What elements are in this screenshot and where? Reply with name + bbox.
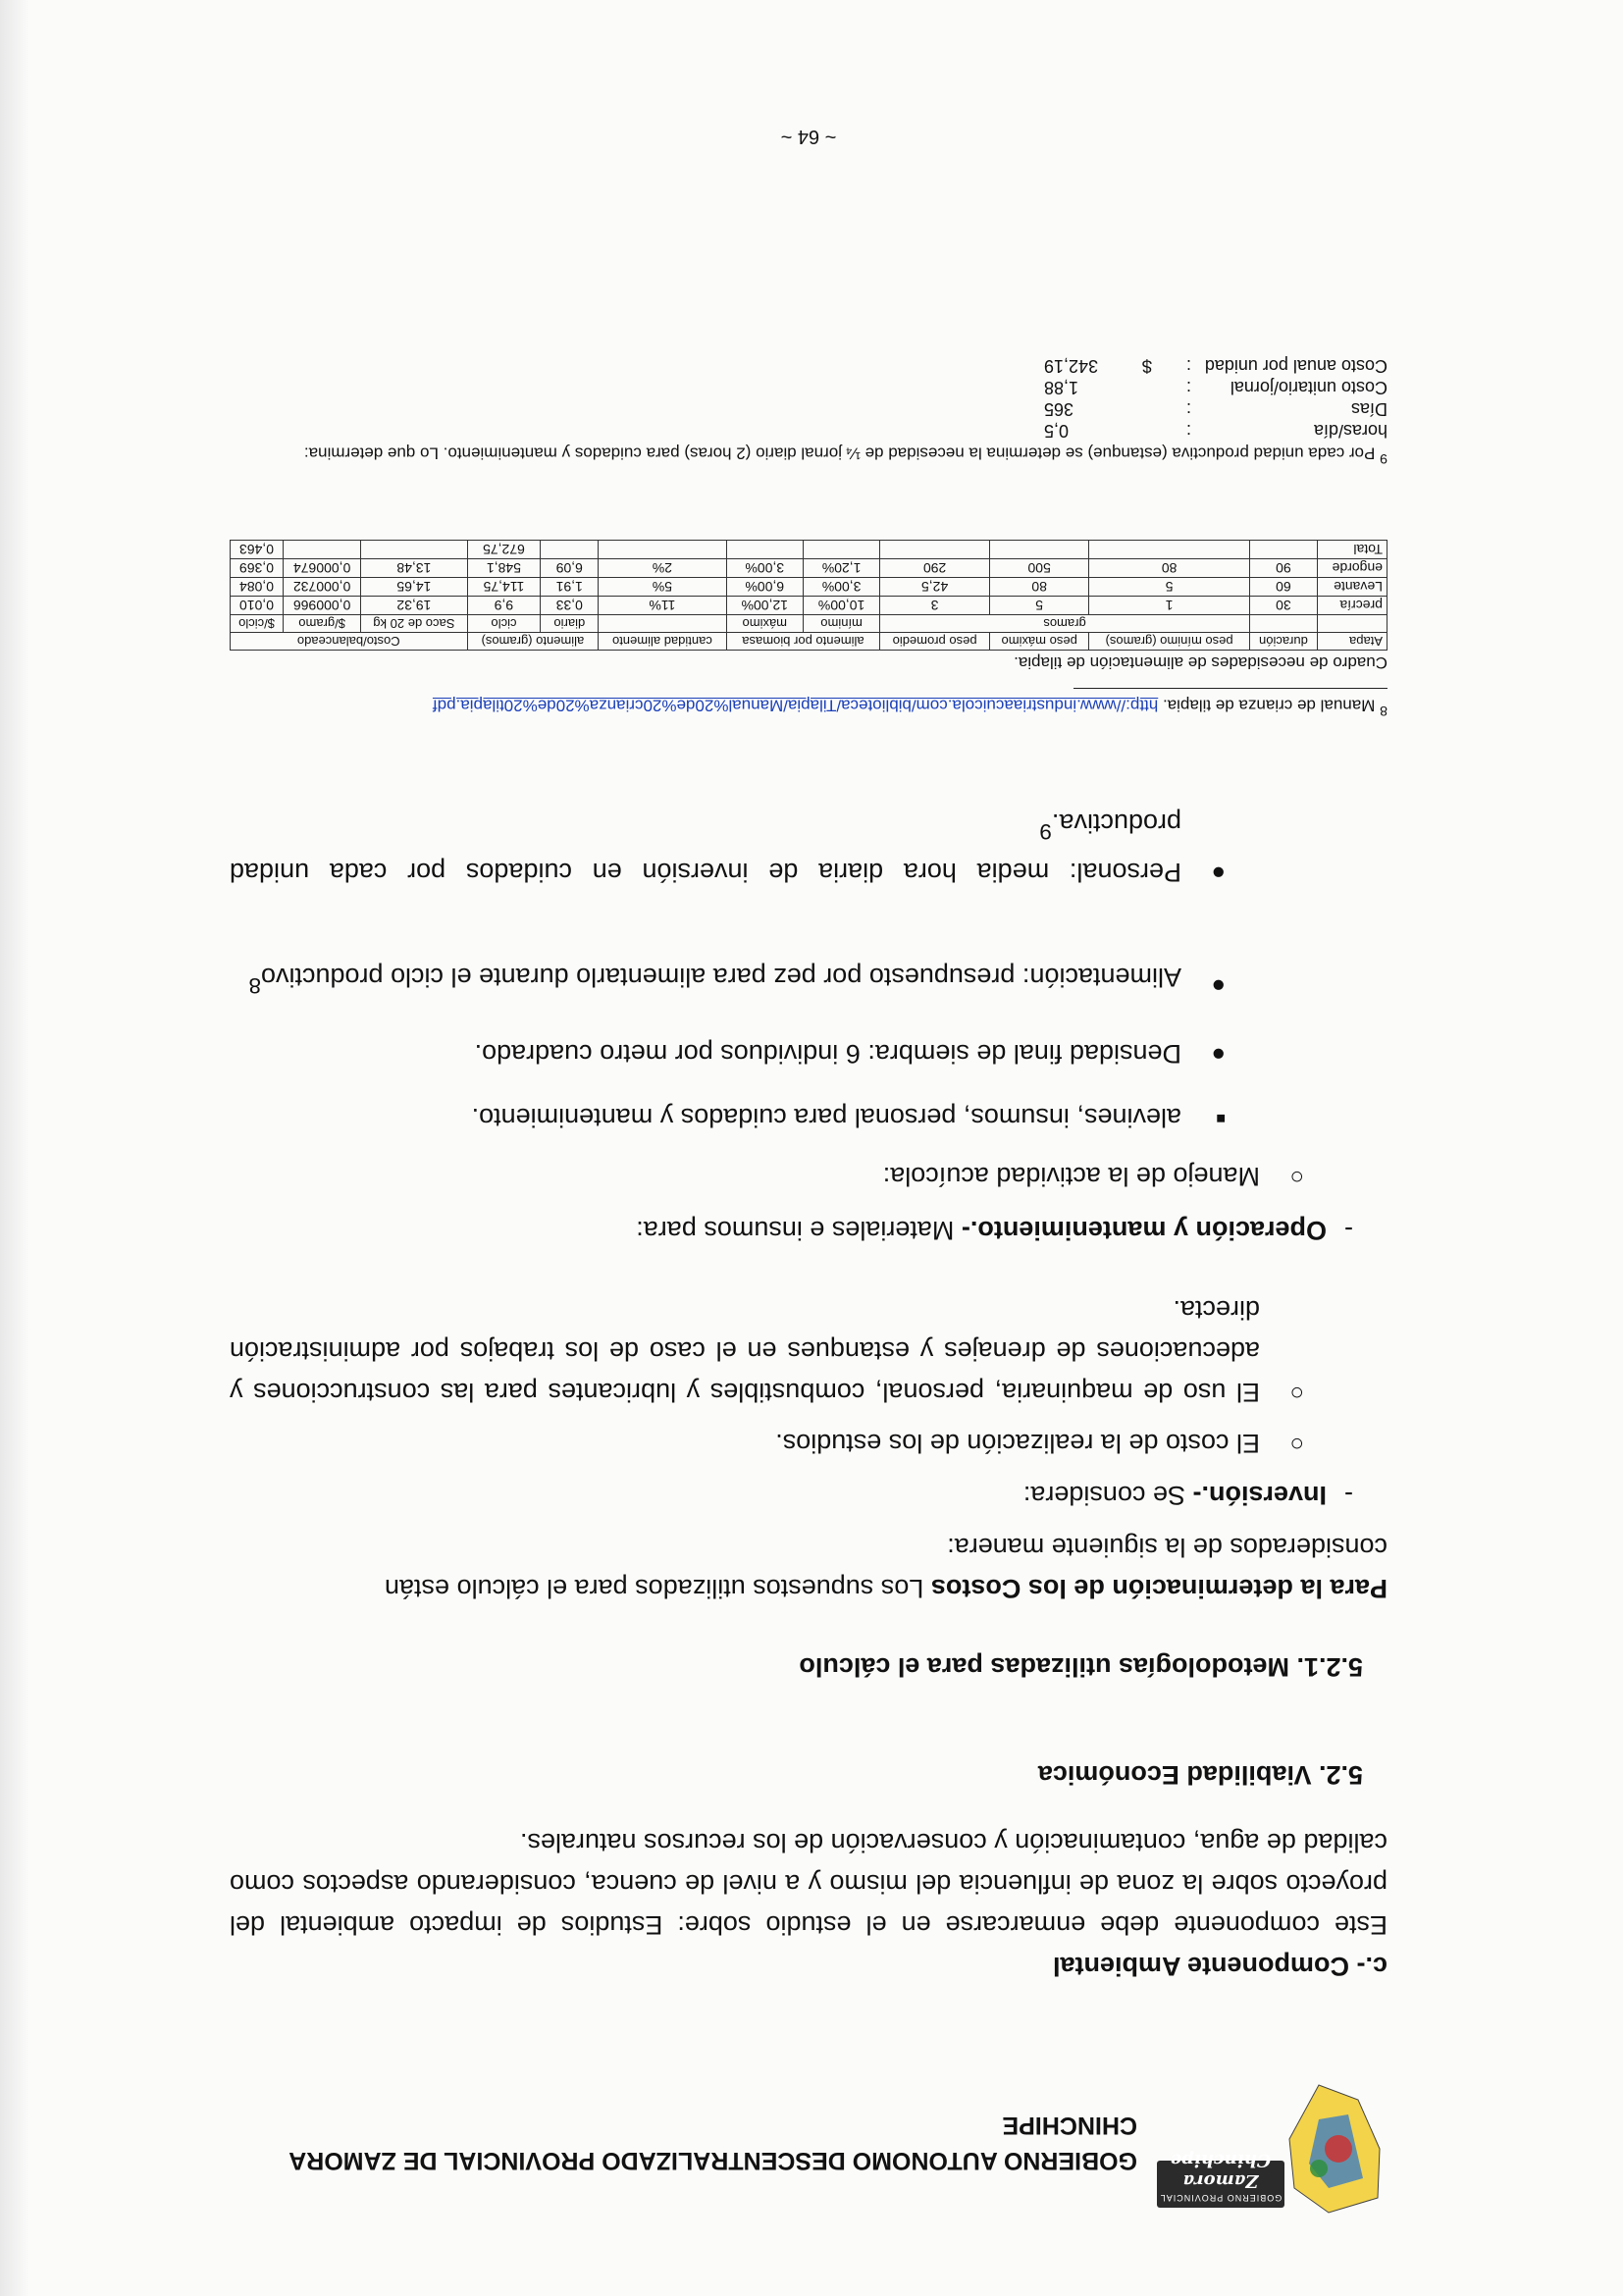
table-header-cell: alimento (gramos) [467, 633, 599, 651]
table-cell [726, 541, 803, 559]
inversion-item-1-text: El costo de la realización de los estudios. [775, 1429, 1260, 1458]
logo-province-name: Zamora Chinchipe [1170, 2150, 1272, 2191]
footnote-ref-9[interactable]: 9 [1039, 819, 1052, 844]
costos-intro-rest: Los supuestos utilizados para el cálculo están considerados de la siguiente manera: [385, 1533, 1387, 1603]
dash-marker: - [1344, 1216, 1353, 1245]
table-cell [880, 541, 990, 559]
table-cell: 60 [1249, 578, 1317, 597]
ambiental-paragraph: Este componente debe enmarcarse en el estudio sobre: Estudios de impacto ambiental del proyecto sobre la zona de influencia del mismo y a nivel de cuenca, considerando aspectos como calidad de agua, contaminación y conservación de los recursos naturales. [230, 1828, 1387, 1940]
table-cell: 42,5 [880, 578, 990, 597]
cost-value: 1,88 [1044, 378, 1079, 397]
table-header-row [231, 633, 1387, 651]
table-subheader-cell: ciclo [467, 615, 541, 633]
table-header-cell: alimento por biomasa [726, 633, 880, 651]
footnote-ref-8[interactable]: 8 [248, 973, 261, 998]
table-cell: 0,000966 [284, 597, 361, 615]
inversion-item-2-text: El uso de maquinaria, personal, combustibles y lubricantes para las construcciones y adecuaciones de drenajes y estanques en el caso de los trabajos por administración directa. [230, 1295, 1260, 1407]
table-cell: 2% [599, 559, 726, 578]
table-cell: 0,084 [231, 578, 284, 597]
dash-marker: - [1344, 1481, 1353, 1510]
table-subheader-cell [1318, 615, 1387, 633]
table-cell: 0,369 [231, 559, 284, 578]
table-total-row [231, 541, 1387, 559]
table-cell: 5 [1089, 578, 1249, 597]
inversion-item-2 [230, 1289, 1304, 1413]
table-header-cell: peso máximo [989, 633, 1088, 651]
table-cell [803, 541, 879, 559]
feeding-table-block [230, 540, 1387, 672]
footnote-8-link[interactable]: http://www.industriaacuicola.com/biblioteca/Tilapia/Manual%20de%20crianza%20de%20tilapia.pdf [432, 696, 1159, 715]
table-cell: 9,9 [467, 597, 541, 615]
table-cell: 13,48 [361, 559, 467, 578]
table-header-cell: peso promedio [880, 633, 990, 651]
table-cell: 80 [989, 578, 1088, 597]
costos-intro [230, 1527, 1387, 1609]
table-cell: 10,00% [803, 597, 879, 615]
table-subheader-cell: Saco de 20 kg [361, 615, 467, 633]
cost-label: horas/día [1313, 421, 1387, 441]
table-cell: 14,65 [361, 578, 467, 597]
table-cell [1089, 541, 1249, 559]
table-cell [284, 541, 361, 559]
table-subheader-cell [599, 615, 726, 633]
cost-row [877, 420, 1387, 442]
table-cell: 548,1 [467, 559, 541, 578]
operacion-rest: Materiales e insumos para: [636, 1216, 962, 1245]
table-cell: 500 [989, 559, 1088, 578]
metodologias-heading: 5.2.1. Metodologías utilizadas para el cálculo [799, 1652, 1363, 1682]
cost-currency [1123, 420, 1152, 442]
table-cell: 0,33 [541, 597, 599, 615]
dot-bullet-icon: ● [1211, 1041, 1226, 1068]
table-cell: 12,00% [726, 597, 803, 615]
table-cell [599, 541, 726, 559]
circle-bullet-icon: ○ [1289, 1380, 1304, 1406]
table-header-cell: Costo/balanceado [231, 633, 468, 651]
manejo-text: Manejo de la actividad acuícola: [882, 1162, 1260, 1191]
table-cell: 90 [1249, 559, 1317, 578]
footnote-separator [1073, 688, 1387, 689]
manejo-item [230, 1156, 1304, 1197]
table-cell: 0,000674 [284, 559, 361, 578]
inversion-bold: Inversión.- [1192, 1481, 1327, 1510]
dot-item-3-text: Personal: media hora diaria de inversión en cuidados por cada unidad productiva. [230, 809, 1181, 887]
table-cell: 5 [989, 597, 1088, 615]
table-cell: Levante [1318, 578, 1387, 597]
table-cell [361, 541, 467, 559]
table-cell [1249, 541, 1317, 559]
operacion-bold: Operación y mantenimiento.- [961, 1216, 1327, 1245]
table-cell: 0,000732 [284, 578, 361, 597]
logo-banner [1157, 2150, 1284, 2208]
ambiental-heading: c.- Componente Ambiental [1052, 1952, 1387, 1981]
table-header-cell: cantidad alimento [599, 633, 726, 651]
cost-currency [1123, 398, 1152, 420]
cost-label: Costo anual por unidad [1204, 356, 1387, 376]
table-row [231, 559, 1387, 578]
viabilidad-heading: 5.2. Viabilidad Económica [1037, 1760, 1363, 1790]
table-cell: 6,09 [541, 559, 599, 578]
inversion-item-1 [230, 1423, 1304, 1464]
cost-currency: $ [1141, 356, 1152, 376]
cost-row [877, 355, 1387, 377]
table-cell: 6,00% [726, 578, 803, 597]
table-subheader-cell [1249, 615, 1317, 633]
square-bullet-item [230, 1097, 1226, 1138]
total-cost: 0,463 [231, 541, 284, 559]
table-cell: 114,75 [467, 578, 541, 597]
table-cell: 11% [599, 597, 726, 615]
table-subheader-cell: máximo [726, 615, 803, 633]
table-cell: 290 [880, 559, 990, 578]
table-cell: precría [1318, 597, 1387, 615]
page-number: ~ 64 ~ [780, 126, 837, 147]
footnote-8-text: Manual de crianza de tilapia. [1158, 696, 1376, 715]
table-cell [989, 541, 1088, 559]
cost-currency [1123, 377, 1152, 398]
table-cell: 3,00% [803, 578, 879, 597]
square-bullet-text: alevines, insumos, personal para cuidados y mantenimiento. [471, 1103, 1181, 1132]
footnote-9-number: 9 [1380, 450, 1387, 466]
table-cell: 1,20% [803, 559, 879, 578]
cost-value: 365 [1044, 399, 1074, 419]
map-emblem-icon [1280, 2075, 1387, 2218]
total-label: Total [1318, 541, 1387, 559]
table-subheader-cell: $/ciclo [231, 615, 284, 633]
table-cell [541, 541, 599, 559]
cost-separator: : [1185, 399, 1191, 419]
table-cell: 3,00% [726, 559, 803, 578]
footnote-8 [230, 694, 1387, 721]
cost-label: Costo unitario/jornal [1230, 378, 1387, 397]
cost-separator: : [1185, 378, 1191, 397]
table-subheader-cell: diario [541, 615, 599, 633]
feeding-needs-table [230, 540, 1387, 651]
dot-item-3 [230, 803, 1226, 893]
dot-item-2-text: Alimentación: presupuesto por pez para alimentarlo durante el ciclo productivo [260, 963, 1181, 992]
cost-label: Días [1350, 399, 1387, 419]
dot-item-1 [230, 1033, 1226, 1074]
dot-item-1-text: Densidad final de siembra: 6 individuos por metro cuadrado. [474, 1039, 1181, 1069]
cost-separator: : [1185, 356, 1191, 376]
footnote-9 [230, 442, 1387, 469]
table-row [231, 597, 1387, 615]
table-header-cell: peso mínimo (gramos) [1089, 633, 1249, 651]
table-subheader-row [231, 615, 1387, 633]
cost-value: 342,19 [1044, 356, 1099, 376]
labor-costs [877, 355, 1387, 442]
cost-separator: : [1185, 421, 1191, 441]
footnote-9-text: Por cada unidad productiva (estanque) se determina la necesidad de ¼ jornal diario (2 horas) para cuidados y mantenimiento. Lo que determina: [303, 444, 1376, 463]
government-title: GOBIERNO AUTONOMO DESCENTRALIZADO PROVINCIAL DE ZAMORA CHINCHIPE [289, 2112, 1137, 2174]
letterhead [210, 2070, 1387, 2218]
cost-row [877, 398, 1387, 420]
dot-bullet-icon: ● [1211, 972, 1226, 999]
table-cell: engorde [1318, 559, 1387, 578]
circle-bullet-icon: ○ [1289, 1431, 1304, 1457]
table-caption: Cuadro de necesidades de alimentación de tilapia. [1014, 653, 1387, 672]
dot-item-2 [230, 957, 1226, 1006]
logo-government-label: GOBIERNO PROVINCIAL [1159, 2193, 1283, 2203]
table-subheader-cell: $/gramo [284, 615, 361, 633]
table-cell: 19,32 [361, 597, 467, 615]
scan-edge-shadow [0, 0, 29, 2296]
table-header-cell: Atapa [1318, 633, 1387, 651]
operacion-line [230, 1210, 1353, 1251]
table-cell: 5% [599, 578, 726, 597]
cost-value: 0,5 [1044, 421, 1070, 441]
footnote-8-number: 8 [1380, 703, 1387, 718]
table-cell: 3 [880, 597, 990, 615]
table-subheader-cell: mínimo [803, 615, 879, 633]
table-row [231, 578, 1387, 597]
table-subheader-cell: gramos [880, 615, 1250, 633]
table-header-cell: duración [1249, 633, 1317, 651]
table-cell: 1 [1089, 597, 1249, 615]
inversion-line [230, 1475, 1353, 1516]
dot-bullet-icon: ● [1211, 860, 1226, 886]
table-cell: 0,010 [231, 597, 284, 615]
square-bullet-icon: ■ [1216, 1110, 1226, 1126]
provincial-logo [1157, 2075, 1387, 2218]
costos-intro-bold: Para la determinación de los Costos [930, 1574, 1387, 1603]
table-cell: 30 [1249, 597, 1317, 615]
circle-bullet-icon: ○ [1289, 1164, 1304, 1190]
inversion-rest: Se considera: [1022, 1481, 1193, 1510]
table-cell: 1,91 [541, 578, 599, 597]
table-cell: 80 [1089, 559, 1249, 578]
cost-row [877, 377, 1387, 398]
total-grams: 672,75 [467, 541, 541, 559]
